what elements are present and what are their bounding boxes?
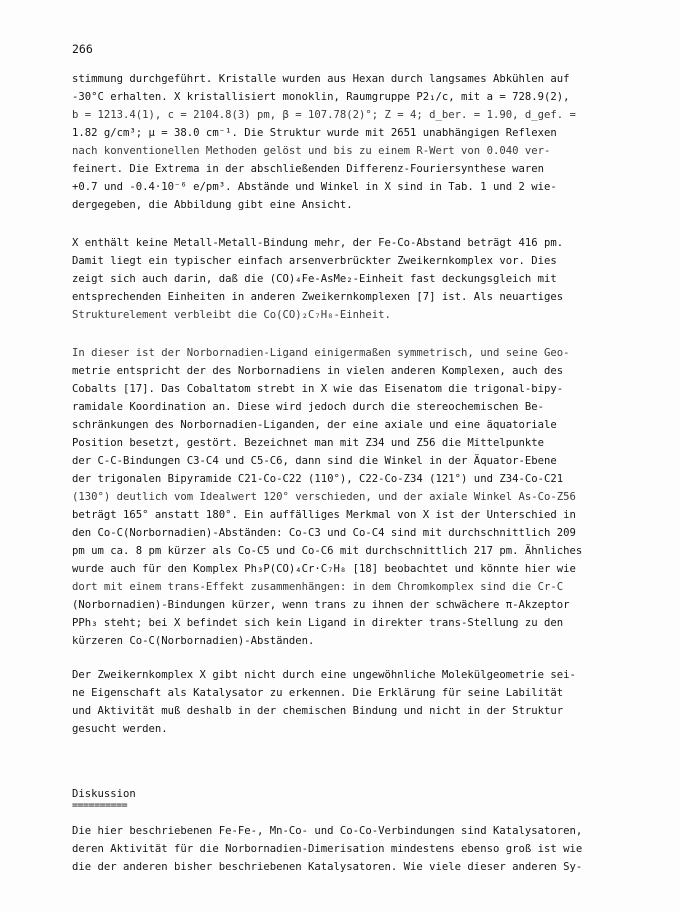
text-line: der C-C-Bindungen C3-C4 und C5-C6, dann sind die Winkel in der Äquator-Ebene (72, 455, 557, 467)
text-line: die der anderen bisher beschriebenen Katalysatoren. Wie viele dieser anderen Sy- (72, 861, 583, 873)
text-line: nach konventionellen Methoden gelöst und bis zu einem R-Wert von 0.040 ver- (72, 145, 551, 157)
text-line: (Norbornadien)-Bindungen kürzer, wenn trans zu ihnen der schwächere π-Akzeptor (72, 599, 570, 611)
text-line: gesucht werden. (72, 723, 168, 735)
page-number: 266 (72, 42, 93, 56)
text-line: dergegeben, die Abbildung gibt eine Ansicht. (72, 199, 353, 211)
paragraph-3 (72, 344, 612, 650)
paragraph-2 (72, 234, 612, 324)
text-line: der trigonalen Bipyramide C21-Co-C22 (110°), C22-Co-Z34 (121°) und Z34-Co-C21 (72, 473, 564, 485)
paragraph-4 (72, 666, 612, 738)
text-line: deren Aktivität für die Norbornadien-Dimerisation mindestens ebenso groß ist wie (72, 843, 583, 855)
text-line: dort mit einem trans-Effekt zusammenhängen: in dem Chromkomplex sind die Cr-C (72, 581, 564, 593)
text-line: In dieser ist der Norbornadien-Ligand einigermaßen symmetrisch, und seine Geo- (72, 347, 570, 359)
text-line: Die hier beschriebenen Fe-Fe-, Mn-Co- und Co-Co-Verbindungen sind Katalysatoren, (72, 825, 583, 837)
text-line: feinert. Die Extrema in der abschließenden Differenz-Fouriersynthese waren (72, 163, 544, 175)
text-line: beträgt 165° anstatt 180°. Ein auffälliges Merkmal von X ist der Unterschied in (72, 509, 576, 521)
text-line: +0.7 und -0.4·10⁻⁶ e/pm³. Abstände und Winkel in X sind in Tab. 1 und 2 wie- (72, 181, 557, 193)
text-line: den Co-C(Norbornadien)-Abständen: Co-C3 und Co-C4 sind mit durchschnittlich 209 (72, 527, 576, 539)
text-line: ramidale Koordination an. Diese wird jedoch durch die stereochemischen Be- (72, 401, 544, 413)
text-line: (130°) deutlich vom Idealwert 120° verschieden, und der axiale Winkel As-Co-Z56 (72, 491, 576, 503)
paragraph-1 (72, 70, 612, 214)
text-line: entsprechenden Einheiten in anderen Zweikernkomplexen [7] ist. Als neuartiges (72, 291, 564, 303)
text-line: und Aktivität muß deshalb in der chemischen Bindung und nicht in der Struktur (72, 705, 564, 717)
text-line: Der Zweikernkomplex X gibt nicht durch eine ungewöhnliche Molekülgeometrie sei- (72, 669, 576, 681)
text-line: kürzeren Co-C(Norbornadien)-Abständen. (72, 635, 315, 647)
text-line: ne Eigenschaft als Katalysator zu erkennen. Die Erklärung für seine Labilität (72, 687, 564, 699)
text-line: Cobalts [17]. Das Cobaltatom strebt in X wie das Eisenatom die trigonal-bipy- (72, 383, 564, 395)
paragraph-5 (72, 822, 612, 876)
text-line: b = 1213.4(1), c = 2104.8(3) pm, β = 107.78(2)°; Z = 4; d_ber. = 1.90, d_gef. = (72, 109, 576, 121)
text-line: -30°C erhalten. X kristallisiert monoklin, Raumgruppe P2₁/c, mit a = 728.9(2), (72, 91, 570, 103)
text-line: X enthält keine Metall-Metall-Bindung mehr, der Fe-Co-Abstand beträgt 416 pm. (72, 237, 564, 249)
text-line: stimmung durchgeführt. Kristalle wurden aus Hexan durch langsames Abkühlen auf (72, 73, 570, 85)
text-line: metrie entspricht der des Norbornadiens in vielen anderen Komplexen, auch des (72, 365, 564, 377)
text-line: schränkungen des Norbornadien-Liganden, der eine axiale und eine äquatoriale (72, 419, 557, 431)
text-line: Damit liegt ein typischer einfach arsenverbrückter Zweikernkomplex vor. Dies (72, 255, 557, 267)
heading-underline: ========== (72, 800, 128, 811)
text-line: wurde auch für den Komplex Ph₃P(CO)₄Cr·C₇H₈ [18] beobachtet und könnte hier wie (72, 563, 576, 575)
text-line: pm um ca. 8 pm kürzer als Co-C5 und Co-C6 mit durchschnittlich 217 pm. Ähnliches (72, 545, 583, 557)
section-heading: Diskussion (72, 788, 136, 800)
text-line: zeigt sich auch darin, daß die (CO)₄Fe-AsMe₂-Einheit fast deckungsgleich mit (72, 273, 557, 285)
text-line: PPh₃ steht; bei X befindet sich kein Ligand in direkter trans-Stellung zu den (72, 617, 564, 629)
text-line: 1.82 g/cm³; μ = 38.0 cm⁻¹. Die Struktur wurde mit 2651 unabhängigen Reflexen (72, 127, 557, 139)
text-line: Position besetzt, gestört. Bezeichnet man mit Z34 und Z56 die Mittelpunkte (72, 437, 544, 449)
text-line: Strukturelement verbleibt die Co(CO)₂C₇H₈-Einheit. (72, 309, 391, 321)
